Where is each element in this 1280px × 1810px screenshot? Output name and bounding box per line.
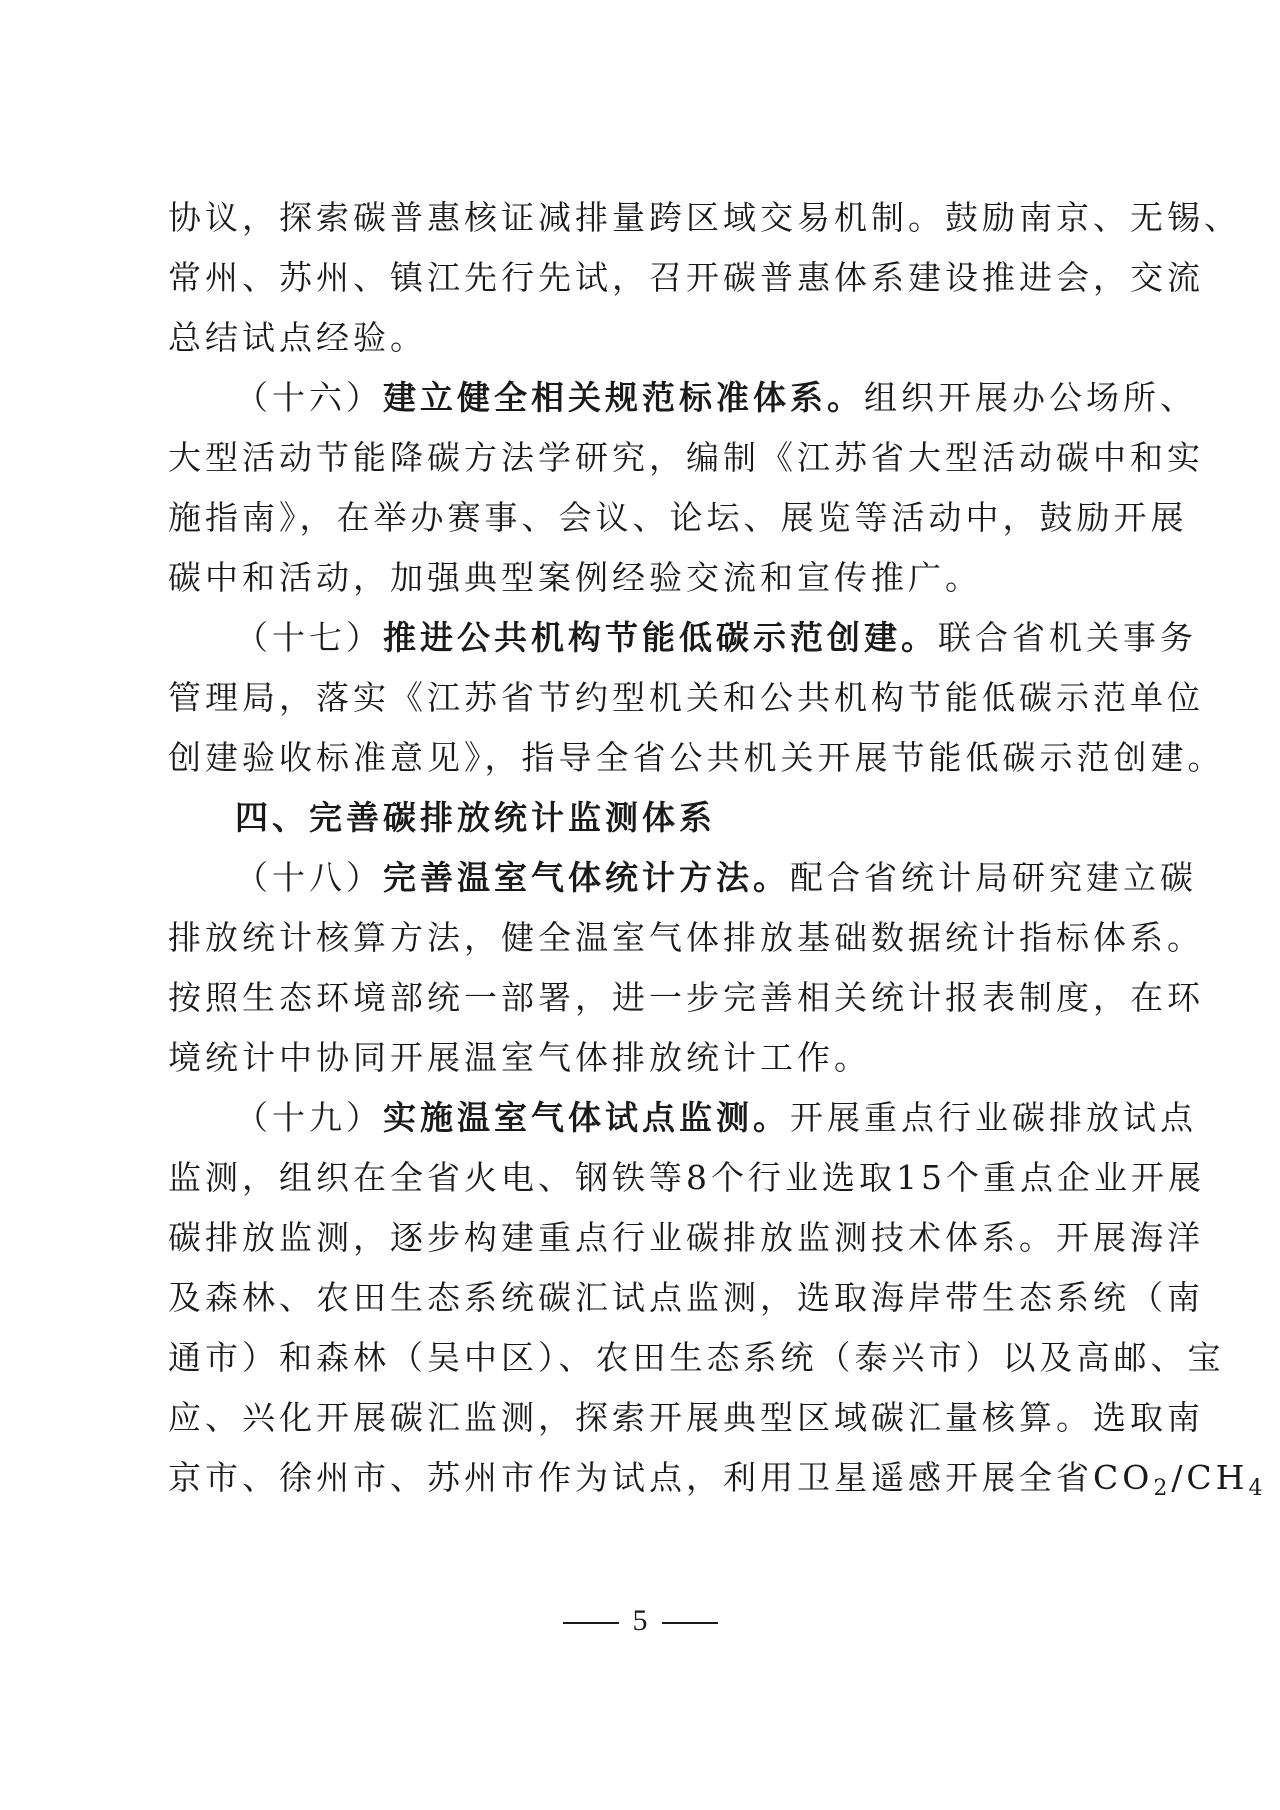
paragraph-text: 联合省机关事务 <box>938 618 1197 657</box>
text-line: 境统计中协同开展温室气体排放统计工作。 <box>168 1038 871 1077</box>
text-line: 管理局，落实《江苏省节约型机关和公共机构节能低碳示范单位 <box>168 678 1204 717</box>
paragraph-title: 建立健全相关规范标准体系。 <box>383 378 864 417</box>
footer-dash-right <box>662 1622 718 1624</box>
paragraph-text: 配合省统计局研究建立碳 <box>790 858 1197 897</box>
page-footer <box>0 1604 1280 1638</box>
text-line: 及森林、农田生态系统碳汇试点监测，选取海岸带生态系统（南 <box>168 1278 1204 1317</box>
paragraph-title: 实施温室气体试点监测。 <box>383 1098 790 1137</box>
text-line: 协议，探索碳普惠核证减排量跨区域交易机制。鼓励南京、无锡、 <box>168 198 1241 237</box>
paragraph-first-line <box>168 848 1197 908</box>
subscript: 2 <box>1153 1476 1172 1501</box>
text-line-formula <box>168 1448 1267 1508</box>
section-heading: 四、完善碳排放统计监测体系 <box>235 798 716 837</box>
paragraph-first-line <box>168 608 1197 668</box>
subscript: 4 <box>1248 1476 1267 1501</box>
paragraph-text: 开展重点行业碳排放试点 <box>790 1098 1197 1137</box>
paragraph-number: （十七） <box>235 618 383 657</box>
paragraph-title: 完善温室气体统计方法。 <box>383 858 790 897</box>
footer-dash-left <box>563 1622 619 1624</box>
text-line: 监测，组织在全省火电、钢铁等8个行业选取15个重点企业开展 <box>168 1158 1205 1197</box>
paragraph-text: 组织开展办公场所、 <box>864 378 1197 417</box>
text-line: 大型活动节能降碳方法学研究，编制《江苏省大型活动碳中和实 <box>168 438 1204 477</box>
page-number: 5 <box>632 1604 648 1637</box>
chem-co2: CO <box>1093 1458 1154 1497</box>
text-line: 应、兴化开展碳汇监测，探索开展典型区域碳汇量核算。选取南 <box>168 1398 1204 1437</box>
body-text <box>168 188 1267 1508</box>
paragraph-number: （十九） <box>235 1098 383 1137</box>
paragraph-number: （十六） <box>235 378 383 417</box>
text-line: 常州、苏州、镇江先行先试，召开碳普惠体系建设推进会，交流 <box>168 258 1204 297</box>
chem-ch4: /CH <box>1171 1458 1249 1497</box>
paragraph-first-line <box>168 368 1197 428</box>
text-line: 总结试点经验。 <box>168 318 427 357</box>
text-line: 排放统计核算方法，健全温室气体排放基础数据统计指标体系。 <box>168 918 1204 957</box>
paragraph-title: 推进公共机构节能低碳示范创建。 <box>383 618 938 657</box>
text-line: 施指南》，在举办赛事、会议、论坛、展览等活动中，鼓励开展 <box>168 498 1188 537</box>
paragraph-first-line <box>168 1088 1197 1148</box>
text-line: 通市）和森林（吴中区）、农田生态系统（泰兴市）以及高邮、宝 <box>168 1338 1225 1377</box>
text-line: 碳排放监测，逐步构建重点行业碳排放监测技术体系。开展海洋 <box>168 1218 1204 1257</box>
paragraph-number: （十八） <box>235 858 383 897</box>
text-line: 创建验收标准意见》，指导全省公共机关开展节能低碳示范创建。 <box>168 738 1225 777</box>
text-line: 碳中和活动，加强典型案例经验交流和宣传推广。 <box>168 558 982 597</box>
text-segment: 京市、徐州市、苏州市作为试点，利用卫星遥感开展全省 <box>168 1458 1093 1497</box>
text-line: 按照生态环境部统一部署，进一步完善相关统计报表制度，在环 <box>168 978 1204 1017</box>
